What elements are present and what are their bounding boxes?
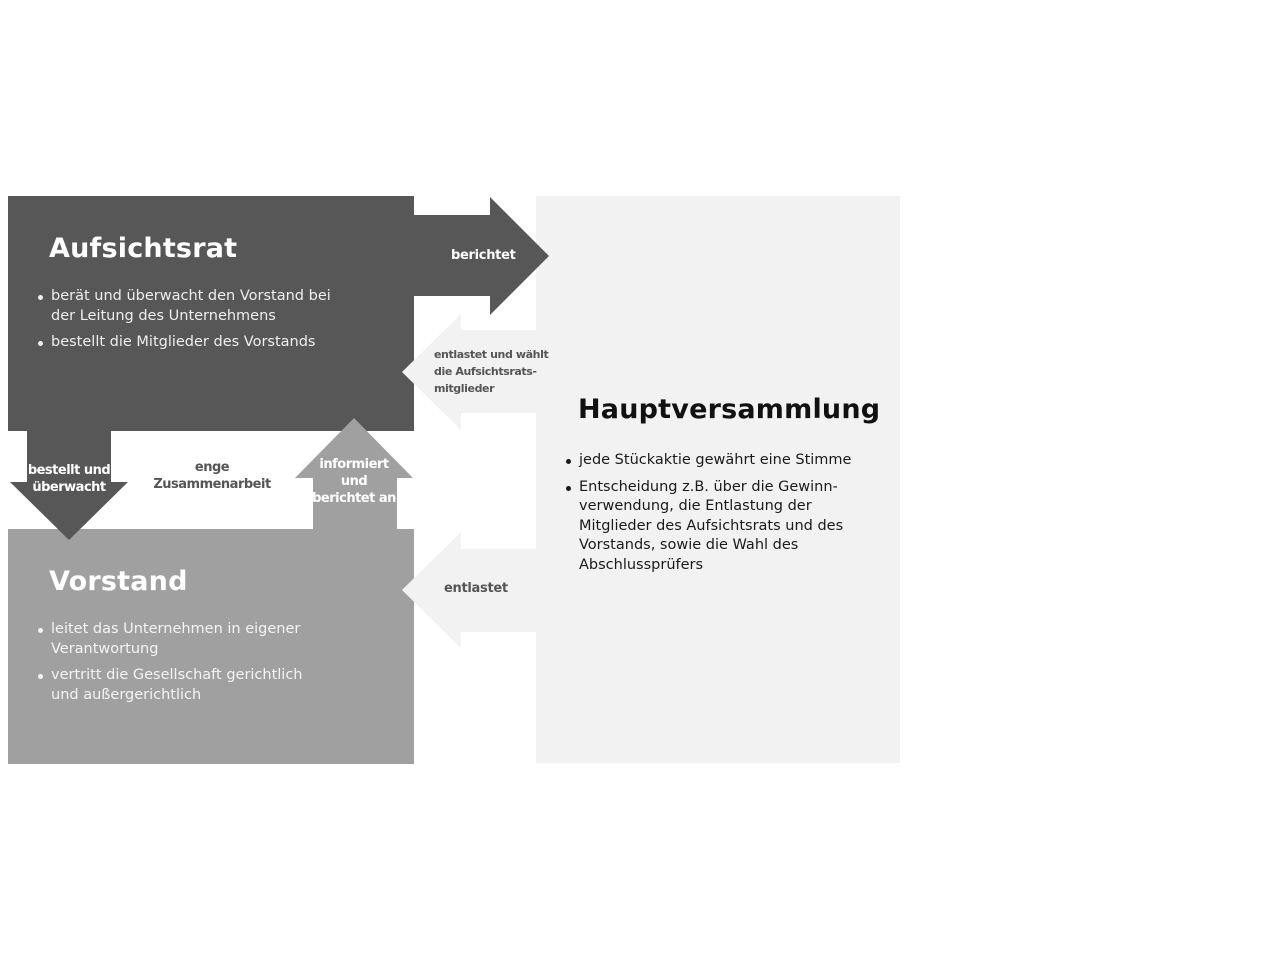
vorstand-bullet: leitet das Unternehmen in eigener Verantwortung — [37, 620, 317, 659]
entlastet-waehlt-line: entlastet und wählt — [434, 348, 549, 361]
hauptversammlung-bullet: Entscheidung z.B. über die Gewinn-verwendung, die Entlastung der Mitglieder des Aufsichtsrats und des Vorstands, sowie die Wahl des Abschlussprüfers — [565, 478, 855, 576]
aufsichtsrat-title: Aufsichtsrat — [49, 233, 238, 264]
vorstand-title: Vorstand — [49, 566, 188, 597]
berichtet-label: berichtet — [451, 248, 516, 263]
bestellt-ueberwacht-line: überwacht — [32, 480, 106, 495]
aufsichtsrat-bullet: berät und überwacht den Vorstand bei der Leitung des Unternehmens — [37, 287, 337, 326]
enge-zusammenarbeit-label — [152, 459, 272, 493]
informiert-berichtet-line: informiert — [319, 457, 389, 472]
hauptversammlung-bullet-list — [565, 451, 855, 575]
entlastet-waehlt-line: mitglieder — [434, 382, 495, 395]
aufsichtsrat-bullet-list — [37, 287, 337, 360]
enge-zusammenarbeit-line: Zusammenarbeit — [153, 477, 271, 492]
informiert-berichtet-line: und — [340, 474, 368, 489]
vorstand-bullet-list — [37, 620, 317, 712]
informiert-berichtet-line: berichtet an — [312, 491, 396, 506]
entlastet-waehlt-line: die Aufsichtsrats- — [434, 365, 537, 378]
bestellt-ueberwacht-label — [19, 462, 119, 496]
hauptversammlung-title: Hauptversammlung — [578, 394, 881, 425]
aufsichtsrat-bullet: bestellt die Mitglieder des Vorstands — [37, 333, 337, 353]
entlastet-waehlt-label — [434, 346, 548, 397]
entlastet-label: entlastet — [444, 581, 508, 596]
hauptversammlung-bullet: jede Stückaktie gewährt eine Stimme — [565, 451, 855, 471]
informiert-berichtet-label — [304, 456, 404, 507]
enge-zusammenarbeit-line: enge — [194, 460, 230, 475]
vorstand-bullet: vertritt die Gesellschaft gerichtlich und außergerichtlich — [37, 666, 317, 705]
bestellt-ueberwacht-line: bestellt und — [27, 463, 111, 478]
